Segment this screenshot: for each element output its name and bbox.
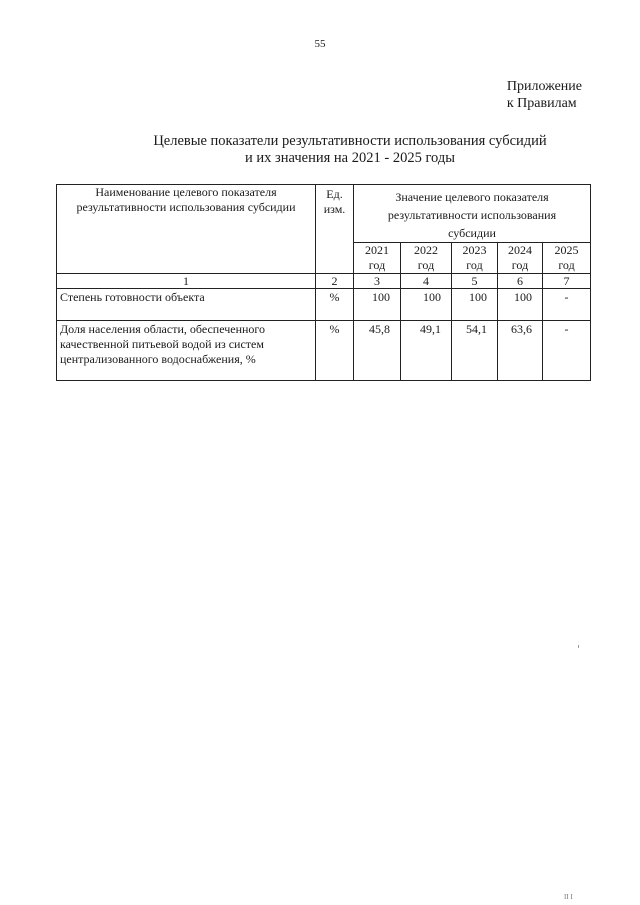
header-indicator-name: Наименование целевого показателя результативности использования субсидии (57, 185, 316, 274)
indicator-name: Степень готовности объекта (57, 289, 316, 321)
value-2024: 100 (498, 289, 543, 321)
header-year-2024 (498, 243, 543, 274)
document-title (100, 133, 600, 167)
footer-mark: II I (564, 893, 573, 901)
document-title-line-1: Целевые показатели результативности использования субсидий (153, 133, 547, 149)
year-number: 2024 (508, 243, 532, 257)
year-label: год (466, 258, 483, 272)
year-label: год (558, 258, 575, 272)
header-unit-line-2: изм. (323, 202, 346, 216)
header-unit (316, 185, 354, 274)
column-number: 5 (452, 274, 498, 289)
year-number: 2021 (365, 243, 389, 257)
indicators-table (56, 184, 591, 381)
column-number: 1 (57, 274, 316, 289)
column-numbers-row (57, 274, 591, 289)
document-title-line-2: и их значения на 2021 - 2025 годы (245, 150, 455, 166)
header-year-2023 (452, 243, 498, 274)
header-value: Значение целевого показателя результативности использования субсидии (354, 185, 591, 243)
year-label: год (511, 258, 529, 272)
header-year-2021 (354, 243, 401, 274)
appendix-line-1: Приложение (506, 79, 582, 94)
column-number: 3 (354, 274, 401, 289)
value-2022: 100 (401, 289, 452, 321)
value-2022: 49,1 (401, 321, 452, 381)
value-2023: 100 (452, 289, 498, 321)
indicator-name: Доля населения области, обеспеченного качественной питьевой водой из систем централизованного водоснабжения, % (57, 321, 316, 381)
appendix-heading (507, 78, 582, 112)
appendix-line-2: к Правилам (506, 96, 577, 111)
value-2025: - (543, 321, 591, 381)
page-number: 55 (314, 38, 326, 50)
value-2023: 54,1 (452, 321, 498, 381)
column-number: 4 (401, 274, 452, 289)
table-row (57, 321, 591, 381)
year-number: 2025 (554, 243, 579, 257)
year-number: 2023 (462, 243, 487, 257)
column-number: 6 (498, 274, 543, 289)
year-label: год (368, 258, 386, 272)
column-number: 7 (543, 274, 591, 289)
header-year-2025 (543, 243, 591, 274)
scan-artifact (578, 645, 579, 648)
year-number: 2022 (414, 243, 438, 257)
value-2025: - (543, 289, 591, 321)
year-label: год (417, 258, 435, 272)
value-2021: 100 (354, 289, 401, 321)
indicator-unit: % (316, 289, 354, 321)
value-2024: 63,6 (498, 321, 543, 381)
value-2021: 45,8 (354, 321, 401, 381)
column-number: 2 (316, 274, 354, 289)
header-unit-line-1: Ед. (326, 187, 343, 201)
table-header-row (57, 185, 591, 243)
indicator-unit: % (316, 321, 354, 381)
header-year-2022 (401, 243, 452, 274)
table-row (57, 289, 591, 321)
